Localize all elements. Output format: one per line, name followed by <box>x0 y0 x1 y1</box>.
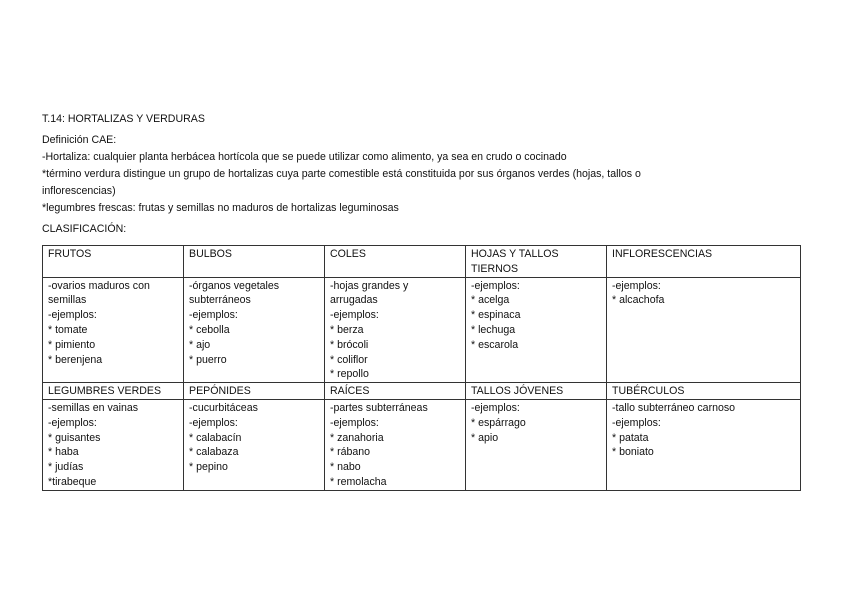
cell-text-line: * patata <box>612 431 649 444</box>
table-header-cell <box>184 246 325 278</box>
table-header-cell <box>325 246 466 278</box>
table-cell <box>325 277 466 383</box>
cell-text-line: * lechuga <box>471 323 516 336</box>
header-label: BULBOS <box>189 248 232 260</box>
cell-text-line: -ejemplos: <box>48 309 97 322</box>
cell-text-line: -ejemplos: <box>189 309 238 322</box>
table-header-cell <box>607 383 801 400</box>
header-label: PEPÓNIDES <box>189 385 251 398</box>
header-label: LEGUMBRES VERDES <box>48 385 162 398</box>
table-header-cell <box>466 246 607 278</box>
cell-text-line: -ejemplos: <box>471 279 520 292</box>
classification-heading: CLASIFICACIÓN: <box>42 223 127 235</box>
cell-text-line: * acelga <box>471 294 510 307</box>
table-header-row <box>43 246 801 278</box>
table-cell <box>466 399 607 490</box>
table-cell <box>184 399 325 490</box>
cell-text-line: * coliflor <box>330 353 368 366</box>
cell-text-line: * espárrago <box>471 416 526 429</box>
cell-text-line: -cucurbitáceas <box>189 401 258 414</box>
header-label: TALLOS JÓVENES <box>471 385 564 398</box>
table-cell <box>43 399 184 490</box>
header-label: INFLORESCENCIAS <box>612 248 713 260</box>
document-title: T.14: HORTALIZAS Y VERDURAS <box>42 113 205 125</box>
cell-text-line: * guisantes <box>48 431 101 444</box>
cell-text-line: -partes subterráneas <box>330 401 428 414</box>
definition-line-2: *término verdura distingue un grupo de hortalizas cuya parte comestible está constituida por sus órganos verdes (hojas, tallos o <box>42 168 641 180</box>
cell-text-line: * alcachofa <box>612 294 665 307</box>
cell-text-line: * apio <box>471 431 499 444</box>
cell-text-line: * rábano <box>330 446 371 459</box>
cell-text-line: * brócoli <box>330 338 369 351</box>
cell-text-line: -ejemplos: <box>48 416 97 429</box>
definition-line-1: -Hortaliza: cualquier planta herbácea hortícola que se puede utilizar como alimento, ya sea en crudo o cocinado <box>42 151 567 163</box>
cell-text-line: -tallo subterráneo carnoso <box>612 401 736 414</box>
table-header-cell <box>184 383 325 400</box>
header-label: COLES <box>330 248 366 260</box>
table-cell <box>184 277 325 383</box>
cell-text-line: arrugadas <box>330 294 378 307</box>
table-header-cell <box>43 383 184 400</box>
cell-text-line: -ejemplos: <box>330 309 379 322</box>
cell-text-line: * boniato <box>612 446 654 459</box>
definition-line-4: *legumbres frescas: frutas y semillas no maduros de hortalizas leguminosas <box>42 202 399 214</box>
table-header-cell <box>43 246 184 278</box>
cell-text-line: * escarola <box>471 338 519 351</box>
cell-text-line: -ejemplos: <box>612 279 661 292</box>
table-row <box>43 277 801 383</box>
table-cell <box>466 277 607 383</box>
table-cell <box>43 277 184 383</box>
cell-text-line: -ejemplos: <box>471 401 520 414</box>
table-cell <box>607 399 801 490</box>
cell-text-line: * judías <box>48 461 84 474</box>
cell-text-line: * cebolla <box>189 323 230 336</box>
cell-text-line: * puerro <box>189 353 227 366</box>
cell-text-line: * zanahoria <box>330 431 384 444</box>
header-label: TIERNOS <box>471 262 519 275</box>
header-label: RAÍCES <box>330 385 370 398</box>
table-header-cell <box>325 383 466 400</box>
cell-text-line: subterráneos <box>189 294 251 307</box>
header-label: HOJAS Y TALLOS <box>471 248 559 260</box>
definition-heading: Definición CAE: <box>42 134 117 146</box>
definition-line-3: inflorescencias) <box>42 185 116 197</box>
cell-text-line: -ejemplos: <box>189 416 238 429</box>
cell-text-line: * tomate <box>48 323 88 336</box>
classification-table <box>42 245 801 491</box>
cell-text-line: -órganos vegetales <box>189 279 280 292</box>
cell-text-line: * nabo <box>330 461 361 474</box>
header-label: TUBÉRCULOS <box>612 385 685 398</box>
table-row <box>43 399 801 490</box>
table-header-row <box>43 383 801 400</box>
cell-text-line: * berza <box>330 323 364 336</box>
cell-text-line: *tirabeque <box>48 475 97 488</box>
cell-text-line: * ajo <box>189 338 211 351</box>
cell-text-line: -hojas grandes y <box>330 279 409 292</box>
cell-text-line: * remolacha <box>330 475 387 488</box>
table-header-cell <box>466 383 607 400</box>
cell-text-line: * berenjena <box>48 353 103 366</box>
cell-text-line: * espinaca <box>471 309 521 322</box>
cell-text-line: * haba <box>48 446 79 459</box>
cell-text-line: * calabacín <box>189 431 242 444</box>
cell-text-line: -ejemplos: <box>330 416 379 429</box>
cell-text-line: * repollo <box>330 368 369 381</box>
cell-text-line: * pepino <box>189 461 228 474</box>
table-header-cell <box>607 246 801 278</box>
document-page <box>42 111 802 491</box>
table-cell <box>607 277 801 383</box>
cell-text-line: -semillas en vainas <box>48 401 139 414</box>
cell-text-line: * calabaza <box>189 446 239 459</box>
cell-text-line: -ovarios maduros con <box>48 279 150 292</box>
cell-text-line: -ejemplos: <box>612 416 661 429</box>
header-label: FRUTOS <box>48 248 92 260</box>
cell-text-line: semillas <box>48 294 87 307</box>
cell-text-line: * pimiento <box>48 338 96 351</box>
table-cell <box>325 399 466 490</box>
